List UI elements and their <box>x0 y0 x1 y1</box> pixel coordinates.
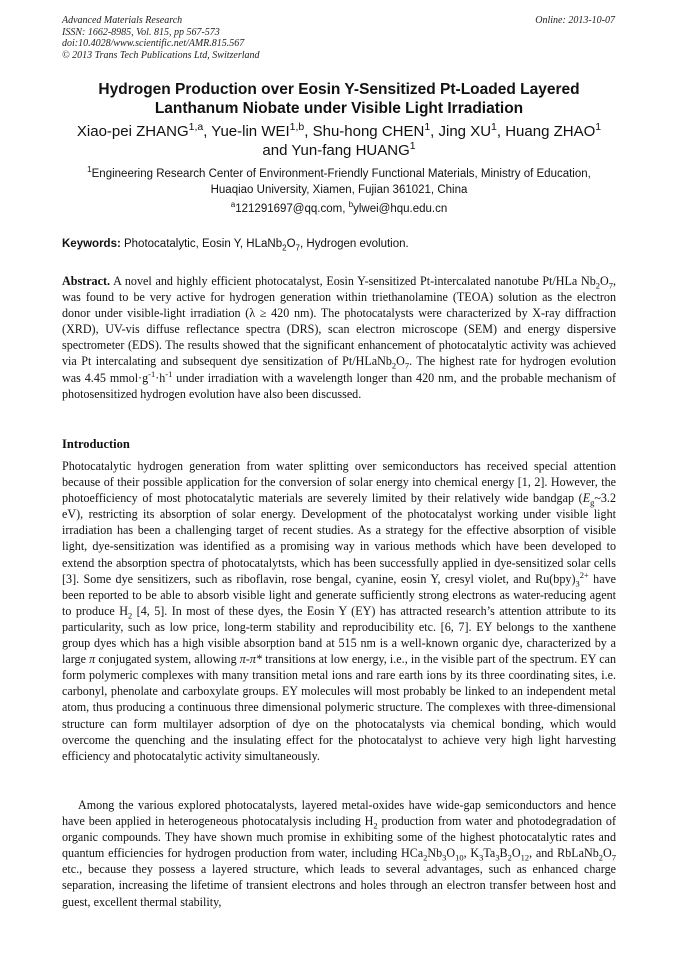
subscript: 2 <box>423 852 428 863</box>
author-affil-mark: 1 <box>409 140 416 152</box>
subscript: g <box>590 497 595 508</box>
subscript: 3 <box>479 852 484 863</box>
journal-header <box>62 15 260 61</box>
subscript: 3 <box>575 578 580 589</box>
affiliation-text: Engineering Research Center of Environment-Friendly Functional Materials, Ministry of Education, <box>91 168 591 180</box>
body-text: Photocatalytic hydrogen generation from water splitting over semiconductors has received special attention because of their possible application for the conversion of solar energy into chemical energy [1, 2]. However, the photoefficiency of most photocatalytic materials are severely limited by their relatively wide bandgap ( <box>62 459 616 506</box>
subscript: 3 <box>442 852 447 863</box>
abstract-text: . The highest rate for hydrogen evolution was 4.45 mmol·g <box>62 354 616 385</box>
body-text: Ta <box>483 846 496 861</box>
subscript: 2 <box>127 610 133 621</box>
subscript: 2 <box>595 280 600 291</box>
email-a[interactable]: 121291697@qq.com, <box>235 203 349 215</box>
author-name: , Jing XU <box>430 123 492 140</box>
body-text: production from water and photodegradation of organic compounds. They have shown much promise in exhibiting some of the highest photocatalytic rates and quantum efficiencies for hydrogen production from water, including HCa <box>62 814 616 861</box>
keywords-label: Keywords: <box>62 238 121 250</box>
body-text: [4, 5]. In most of these dyes, the Eosin Y (EY) has attracted research’s attention attribute to its particularity, such as low price, long-term stability and reproducibility etc. [6, 7]. EY belongs to the xanthene group dyes which has a high visible absorption band at 515 nm is a well-known organic dye, characterized by a large <box>62 603 616 667</box>
body-text: O <box>511 846 521 861</box>
body-text: have been reported to be able to absorb visible light and generate sufficiently strong electrons as water-reducing agent to produce H <box>62 571 616 618</box>
body-text: O <box>603 846 612 861</box>
subscript: 2 <box>373 820 378 831</box>
abstract-text: A novel and highly efficient photocatalyst, Eosin Y-sensitized Pt-intercalated nanotube Pt/HLa Nb <box>110 274 596 288</box>
subscript: 2 <box>282 243 287 253</box>
abstract <box>62 273 616 402</box>
subscript: 2 <box>598 852 604 863</box>
subscript: 7 <box>608 280 613 291</box>
abstract-text: O <box>600 274 609 288</box>
subscript: 2 <box>507 852 512 863</box>
subscript: 2 <box>391 360 397 371</box>
author-affil-mark: 1,b <box>289 121 305 133</box>
copyright-line: © 2013 Trans Tech Publications Ltd, Switzerland <box>62 49 260 61</box>
introduction-paragraph-1 <box>62 458 616 764</box>
author-affil-mark: 1,a <box>188 121 204 133</box>
subscript: 7 <box>611 852 616 863</box>
section-heading-introduction: Introduction <box>62 437 130 451</box>
author-affil-mark: 1 <box>424 121 431 133</box>
italic-symbol: π <box>89 652 96 667</box>
subscript: 3 <box>495 852 500 863</box>
abstract-text: , was found to be very active for hydrogen generation within triethanolamine (TEOA) solution as the electron donor under visible-light irradiation (λ ≥ 420 nm). The photocatalysts were characterized by X-ray diffraction (XRD), UV-vis diffuse reflectance spectra (DRS), scan electron microscope (SEM) and energy dispersive spectrometer (EDS). The results showed that the significant enhancement of photocatalytic activity was achieved via Pt intercalating and subsequent dye sensitization of Pt/HLaNb <box>62 274 616 369</box>
body-text: ~3.2 eV), restricting its absorption of solar energy. Development of the photocatalyst working under visible light irradiation has been a challenging target of recent studies. As a strategy for the effective absorption of visible light, dye-sensitization was identified as a promising way in various methods which have been developed to extend the absorption spectra of photocatalytsts, which has been successfully applied in dye-sensitized solar cells [3]. Some dye sensitizers, such as riboflavin, rose bengal, cyanine, eosin Y, cresyl violet, and Ru(bpy) <box>62 491 616 586</box>
superscript: -1 <box>148 368 156 379</box>
author-affil-mark: 1 <box>595 121 602 133</box>
keywords <box>62 238 616 253</box>
keywords-text: O <box>286 238 296 250</box>
abstract-text: ·h <box>155 370 166 385</box>
author-line-1 <box>62 122 616 141</box>
affiliation-line-1 <box>62 166 616 182</box>
body-text: Nb <box>427 846 443 861</box>
body-text: , K <box>463 846 480 861</box>
email-mark: a <box>230 200 236 210</box>
body-text: etc., because they possess a layered structure, which leads to several advantages, such as enhanced charge separation, increasing the lifetime of transient electrons and holes through an electron transfer between host and guest, excellent thermal stability, <box>62 862 616 909</box>
author-name: , Yue-lin WEI <box>203 123 290 140</box>
keywords-text: Photocatalytic, Eosin Y, HLaNb <box>120 238 283 250</box>
subscript: 12 <box>520 852 530 863</box>
body-text: conjugated system, allowing <box>95 652 240 667</box>
body-text: Among the various explored photocatalysts, layered metal-oxides have wide-gap semiconductors and hence have been applied in heterogeneous photocatalysis including H <box>62 798 616 829</box>
author-name: and Yun-fang HUANG <box>262 142 410 159</box>
introduction-paragraph-2 <box>62 797 616 910</box>
body-text: , and RbLaNb <box>529 846 599 861</box>
journal-name: Advanced Materials Research <box>62 15 183 26</box>
subscript: 7 <box>295 243 301 253</box>
affiliation-mark: 1 <box>87 165 92 175</box>
author-name: Xiao-pei ZHANG <box>76 123 189 140</box>
doi-line: doi:10.4028/www.scientific.net/AMR.815.567 <box>62 38 245 50</box>
email-b[interactable]: ylwei@hqu.edu.cn <box>353 203 448 215</box>
author-affil-mark: 1 <box>491 121 497 133</box>
issn-line: ISSN: 1662-8985, Vol. 815, pp 567-573 <box>62 26 220 38</box>
superscript: -1 <box>165 368 173 379</box>
body-text: transitions at low energy, i.e., in the visible part of the spectrum. EY can form polymeric complexes with many transition metal ions and rare earth ions by its three coordinating sites, i.e. carbonyl, phenolate and carboxylate groups. EY molecules will most probably be linked to an independent metal atom, thus producing a continuous three dimensional polymeric structure. The complexes with three-dimensional structure can form multilayer adsorption of dye on the photocatalysts via chemical bonding, which would overcome the quenching and the insulating effect for the photocatalyst to achieve very high light harvesting efficiency and photocatalytic activity simultaneously. <box>62 652 616 763</box>
abstract-text: O <box>396 354 405 369</box>
affiliation <box>62 166 616 198</box>
abstract-label: Abstract. <box>62 274 111 288</box>
italic-symbol: π-π* <box>239 652 262 667</box>
online-date: Online: 2013-10-07 <box>535 15 615 26</box>
subscript: 7 <box>404 360 410 371</box>
title-line-2: Lanthanum Niobate under Visible Light Irradiation <box>154 100 524 117</box>
paper-title <box>62 80 616 118</box>
italic-symbol: E <box>582 491 591 506</box>
author-line-2 <box>62 141 616 160</box>
affiliation-line-2: Huaqiao University, Xiamen, Fujian 361021, China <box>210 184 468 196</box>
abstract-text: under irradiation with a wavelength longer than 420 nm, and the probable mechanism of photosensitized hydrogen evolution have also been discussed. <box>62 370 616 401</box>
title-line-1: Hydrogen Production over Eosin Y-Sensitized Pt-Loaded Layered <box>98 81 580 98</box>
author-name: , Shu-hong CHEN <box>304 123 425 140</box>
email-mark: b <box>348 200 354 210</box>
author-list <box>62 122 616 160</box>
author-emails <box>62 200 616 215</box>
superscript: 2+ <box>579 569 589 580</box>
subscript: 10 <box>455 852 464 863</box>
keywords-text: , Hydrogen evolution. <box>300 238 409 250</box>
body-text: O <box>446 846 456 861</box>
body-text: B <box>499 846 508 861</box>
author-name: , Huang ZHAO <box>496 123 596 140</box>
